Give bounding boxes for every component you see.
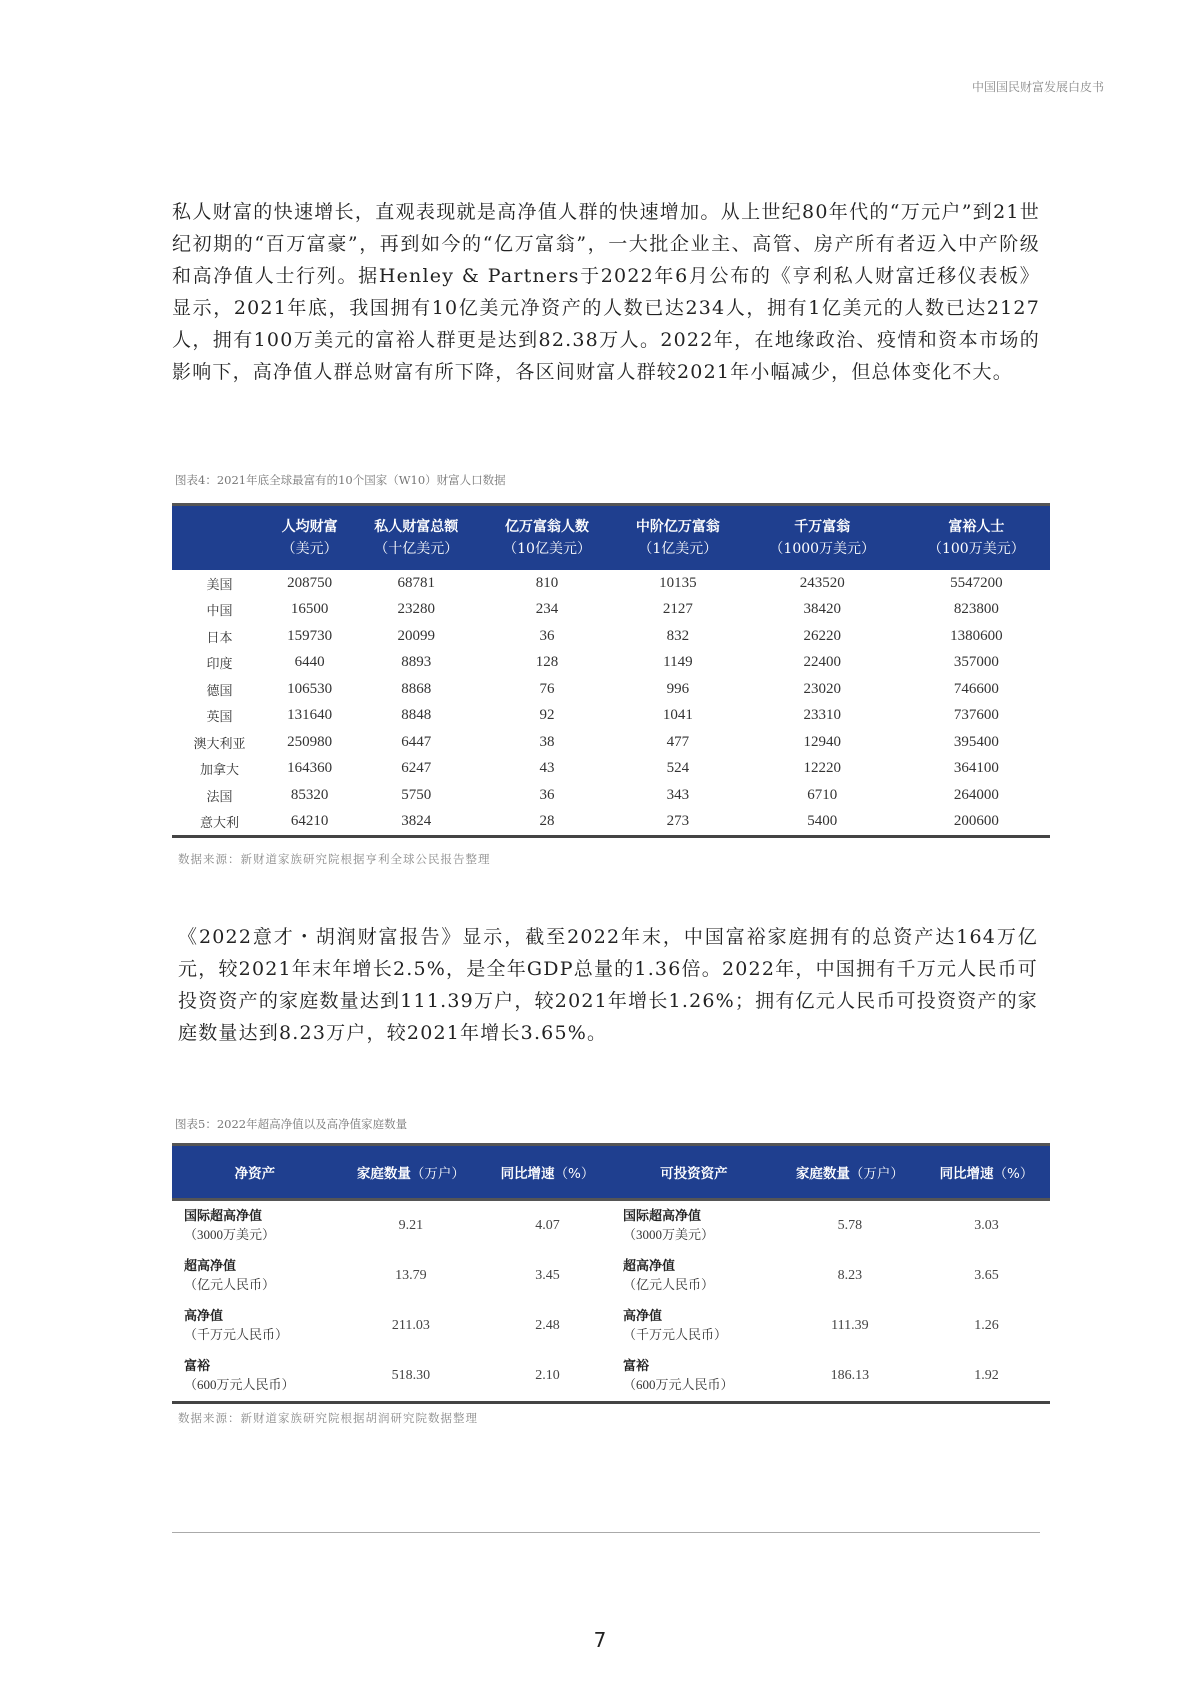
footer-divider: [172, 1532, 1040, 1533]
tier-label-cell: [611, 1301, 777, 1351]
column-header: [903, 505, 1050, 571]
column-title: 富裕人士: [948, 519, 1005, 535]
growth-rate-cell: 3.65: [974, 1268, 999, 1283]
value-cell: 6247: [401, 760, 432, 777]
table-row: [172, 1200, 1050, 1252]
value-cell: 68781: [397, 574, 435, 591]
value-cell: 234: [535, 601, 559, 618]
country-cell: 印度: [206, 656, 233, 672]
column-unit: （100万美元）: [927, 541, 1025, 557]
country-cell: 法国: [206, 788, 233, 804]
value-cell: 357000: [953, 654, 999, 671]
household-count-cell: 9.21: [398, 1218, 424, 1233]
growth-rate-cell: 1.26: [974, 1318, 999, 1333]
household-count-cell: 518.30: [338, 1351, 484, 1403]
value-cell: 12220: [803, 760, 841, 777]
country-cell: 加拿大: [199, 762, 239, 778]
value-cell: 92: [539, 707, 555, 724]
tier-name: 富裕: [622, 1358, 649, 1374]
value-cell: 26220: [803, 627, 841, 644]
value-cell: 85320: [290, 786, 329, 803]
value-cell: 6710: [807, 786, 838, 803]
page-number: 7: [593, 1628, 607, 1652]
value-cell: 64210: [267, 809, 352, 837]
value-cell: 1380600: [950, 627, 1003, 644]
value-cell: 131640: [287, 707, 333, 724]
household-count-cell: 211.03: [391, 1318, 430, 1333]
paragraph-wealth-growth: 私人财富的快速增长，直观表现就是高净值人群的快速增加。从上世纪80年代的“万元户”到21世纪初期的“百万富豪”，再到如今的“亿万富翁”，一大批企业主、高管、房产所有者迈入中产阶级和高净值人士行列。据Henley & Partners于2022年6月公布的《亨利私人财富迁移仪表板》显示，2021年底，我国拥有10亿美元净资产的人数已达234人，拥有1亿美元的人数已达2127人，拥有100万美元的富裕人群更是达到82.38万人。2022年，在地缘政治、疫情和资本市场的影响下，高净值人群总财富有所下降，各区间财富人群较2021年小幅减少，但总体变化不大。: [172, 201, 1040, 383]
column-header: [614, 505, 742, 571]
value-cell: 5547200: [950, 574, 1003, 591]
value-cell: 106530: [287, 680, 333, 697]
tier-name: 高净值: [184, 1308, 224, 1324]
value-cell: 128: [535, 654, 559, 671]
table-row: [172, 623, 1050, 650]
column-title: 千万富翁: [794, 519, 851, 535]
column-unit: （1000万美元）: [769, 541, 876, 557]
value-cell: 1149: [663, 654, 693, 671]
tier-label-cell: [611, 1251, 777, 1301]
column-header: [172, 1145, 338, 1200]
table5-source: 数据来源：新财道家族研究院根据胡润研究院数据整理: [178, 1411, 478, 1425]
tier-label-cell: [172, 1351, 338, 1403]
value-cell: 200600: [903, 809, 1050, 837]
column-header: [480, 505, 614, 571]
country-cell: 日本: [206, 629, 233, 645]
value-cell: 3824: [352, 809, 480, 837]
tier-threshold: （3000万美元）: [622, 1226, 714, 1242]
column-header: [338, 1145, 484, 1200]
value-cell: 36: [539, 786, 555, 803]
value-cell: 5400: [742, 809, 903, 837]
value-cell: 2127: [662, 601, 693, 618]
table-row: [172, 756, 1050, 783]
growth-rate-cell: 4.07: [535, 1218, 560, 1233]
value-cell: 364100: [953, 760, 999, 777]
column-title: 家庭数量: [795, 1166, 850, 1182]
tier-threshold: （600万元人民币）: [622, 1376, 734, 1392]
table-row: [172, 650, 1050, 677]
value-cell: 996: [666, 680, 690, 697]
value-cell: 273: [614, 809, 742, 837]
value-cell: 16500: [290, 601, 329, 618]
value-cell: 28: [480, 809, 614, 837]
column-unit: （万户）: [849, 1166, 904, 1182]
column-header: [777, 1145, 923, 1200]
country-cell: 意大利: [172, 809, 267, 837]
tier-label-cell: [172, 1301, 338, 1351]
value-cell: 823800: [953, 601, 999, 618]
tier-name: 国际超高净值: [622, 1208, 701, 1224]
value-cell: 343: [666, 786, 690, 803]
table-row: [172, 703, 1050, 730]
value-cell: 208750: [287, 574, 333, 591]
value-cell: 36: [539, 627, 555, 644]
table-row: [172, 782, 1050, 809]
household-count-cell: 111.39: [831, 1318, 869, 1333]
column-title: 亿万富翁人数: [505, 519, 590, 535]
tier-name: 国际超高净值: [184, 1208, 263, 1224]
value-cell: 395400: [953, 733, 999, 750]
tier-label-cell: [611, 1200, 777, 1252]
column-unit: （%）: [554, 1166, 595, 1182]
value-cell: 737600: [953, 707, 999, 724]
growth-rate-cell: 1.92: [923, 1351, 1050, 1403]
column-header: [742, 505, 903, 571]
value-cell: 20099: [397, 627, 435, 644]
household-count-cell: 186.13: [777, 1351, 923, 1403]
household-count-cell: 8.23: [837, 1268, 863, 1283]
value-cell: 243520: [799, 574, 845, 591]
value-cell: 164360: [287, 760, 333, 777]
tier-name: 超高净值: [184, 1258, 237, 1274]
tier-label-cell: [172, 1251, 338, 1301]
column-unit: （10亿美元）: [503, 541, 591, 557]
table-row: [172, 729, 1050, 756]
column-title: 中阶亿万富翁: [635, 519, 720, 535]
country-cell: 美国: [206, 576, 233, 592]
value-cell: 76: [539, 680, 555, 697]
column-header: [267, 505, 352, 571]
table-row: [172, 1351, 1050, 1403]
column-title: 私人财富总额: [374, 519, 459, 535]
value-cell: 832: [666, 627, 690, 644]
growth-rate-cell: 2.48: [535, 1318, 560, 1333]
value-cell: 477: [666, 733, 690, 750]
table-row: [172, 570, 1050, 597]
value-cell: 264000: [953, 786, 999, 803]
hnw-households-table: [172, 1143, 1050, 1404]
running-header: 中国国民财富发展白皮书: [971, 80, 1104, 94]
column-title: 同比增速: [939, 1166, 994, 1182]
value-cell: 6440: [294, 654, 325, 671]
value-cell: 810: [535, 574, 559, 591]
growth-rate-cell: 2.10: [484, 1351, 611, 1403]
table-header-row: [172, 1145, 1050, 1200]
tier-name: 高净值: [622, 1308, 662, 1324]
value-cell: 23310: [803, 707, 841, 724]
value-cell: 38: [539, 733, 555, 750]
column-title: 同比增速: [500, 1166, 555, 1182]
column-unit: （1亿美元）: [638, 541, 718, 557]
tier-label-cell: [611, 1351, 777, 1403]
value-cell: 43: [539, 760, 555, 777]
column-title: 家庭数量: [356, 1166, 411, 1182]
table-header-row: [172, 505, 1050, 571]
table-row: [172, 676, 1050, 703]
growth-rate-cell: 3.03: [974, 1218, 999, 1233]
tier-name: 超高净值: [622, 1258, 675, 1274]
column-unit: （万户）: [410, 1166, 465, 1182]
value-cell: 23280: [397, 601, 435, 618]
paragraph-hurun-report: 《2022意才・胡润财富报告》显示，截至2022年末，中国富裕家庭拥有的总资产达164万亿元，较2021年末年增长2.5%，是全年GDP总量的1.36倍。2022年，中国拥有千万元人民币可投资资产的家庭数量达到111.39万户，较2021年增长1.26%；拥有亿元人民币可投资资产的家庭数量达到8.23万户，较2021年增长3.65%。: [178, 926, 1038, 1044]
table-row: [172, 809, 1050, 837]
column-title: 可投资资产: [660, 1166, 728, 1182]
value-cell: 8848: [401, 707, 432, 724]
table-row: [172, 1251, 1050, 1301]
value-cell: 38420: [803, 601, 841, 618]
column-unit: （十亿美元）: [374, 541, 459, 557]
value-cell: 746600: [953, 680, 999, 697]
column-header: [484, 1145, 611, 1200]
value-cell: 12940: [803, 733, 841, 750]
table-row: [172, 1301, 1050, 1351]
value-cell: 5750: [401, 786, 432, 803]
value-cell: 524: [666, 760, 690, 777]
table4-source: 数据来源：新财道家族研究院根据亨利全球公民报告整理: [178, 852, 491, 866]
header-country: [172, 505, 267, 571]
column-header: [352, 505, 480, 571]
column-title: 人均财富: [281, 519, 338, 535]
value-cell: 22400: [803, 654, 841, 671]
value-cell: 1041: [662, 707, 693, 724]
column-header: [611, 1145, 777, 1200]
value-cell: 8893: [401, 654, 432, 671]
value-cell: 8868: [401, 680, 432, 697]
value-cell: 10135: [659, 574, 697, 591]
value-cell: 6447: [401, 733, 432, 750]
value-cell: 23020: [803, 680, 841, 697]
tier-name: 富裕: [184, 1358, 211, 1374]
tier-threshold: （3000万美元）: [184, 1226, 276, 1242]
household-count-cell: 13.79: [395, 1268, 427, 1283]
table5-caption: 图表5：2022年超高净值以及高净值家庭数量: [175, 1117, 408, 1131]
tier-threshold: （千万元人民币）: [184, 1326, 289, 1342]
tier-threshold: （600万元人民币）: [184, 1376, 295, 1392]
column-unit: （%）: [993, 1166, 1034, 1182]
household-count-cell: 5.78: [837, 1218, 863, 1233]
tier-label-cell: [172, 1200, 338, 1252]
column-unit: （美元）: [281, 541, 338, 557]
tier-threshold: （亿元人民币）: [622, 1276, 714, 1292]
country-cell: 中国: [206, 603, 233, 619]
value-cell: 159730: [287, 627, 333, 644]
growth-rate-cell: 3.45: [535, 1268, 560, 1283]
tier-threshold: （亿元人民币）: [184, 1276, 276, 1292]
country-cell: 英国: [206, 709, 233, 725]
column-header: [923, 1145, 1050, 1200]
tier-threshold: （千万元人民币）: [622, 1326, 727, 1342]
table-row: [172, 597, 1050, 624]
column-title: 净资产: [234, 1166, 276, 1182]
country-cell: 澳大利亚: [193, 735, 246, 751]
table4-caption: 图表4：2021年底全球最富有的10个国家（W10）财富人口数据: [175, 473, 506, 487]
value-cell: 250980: [287, 733, 333, 750]
w10-wealth-table: [172, 503, 1050, 838]
country-cell: 德国: [206, 682, 233, 698]
